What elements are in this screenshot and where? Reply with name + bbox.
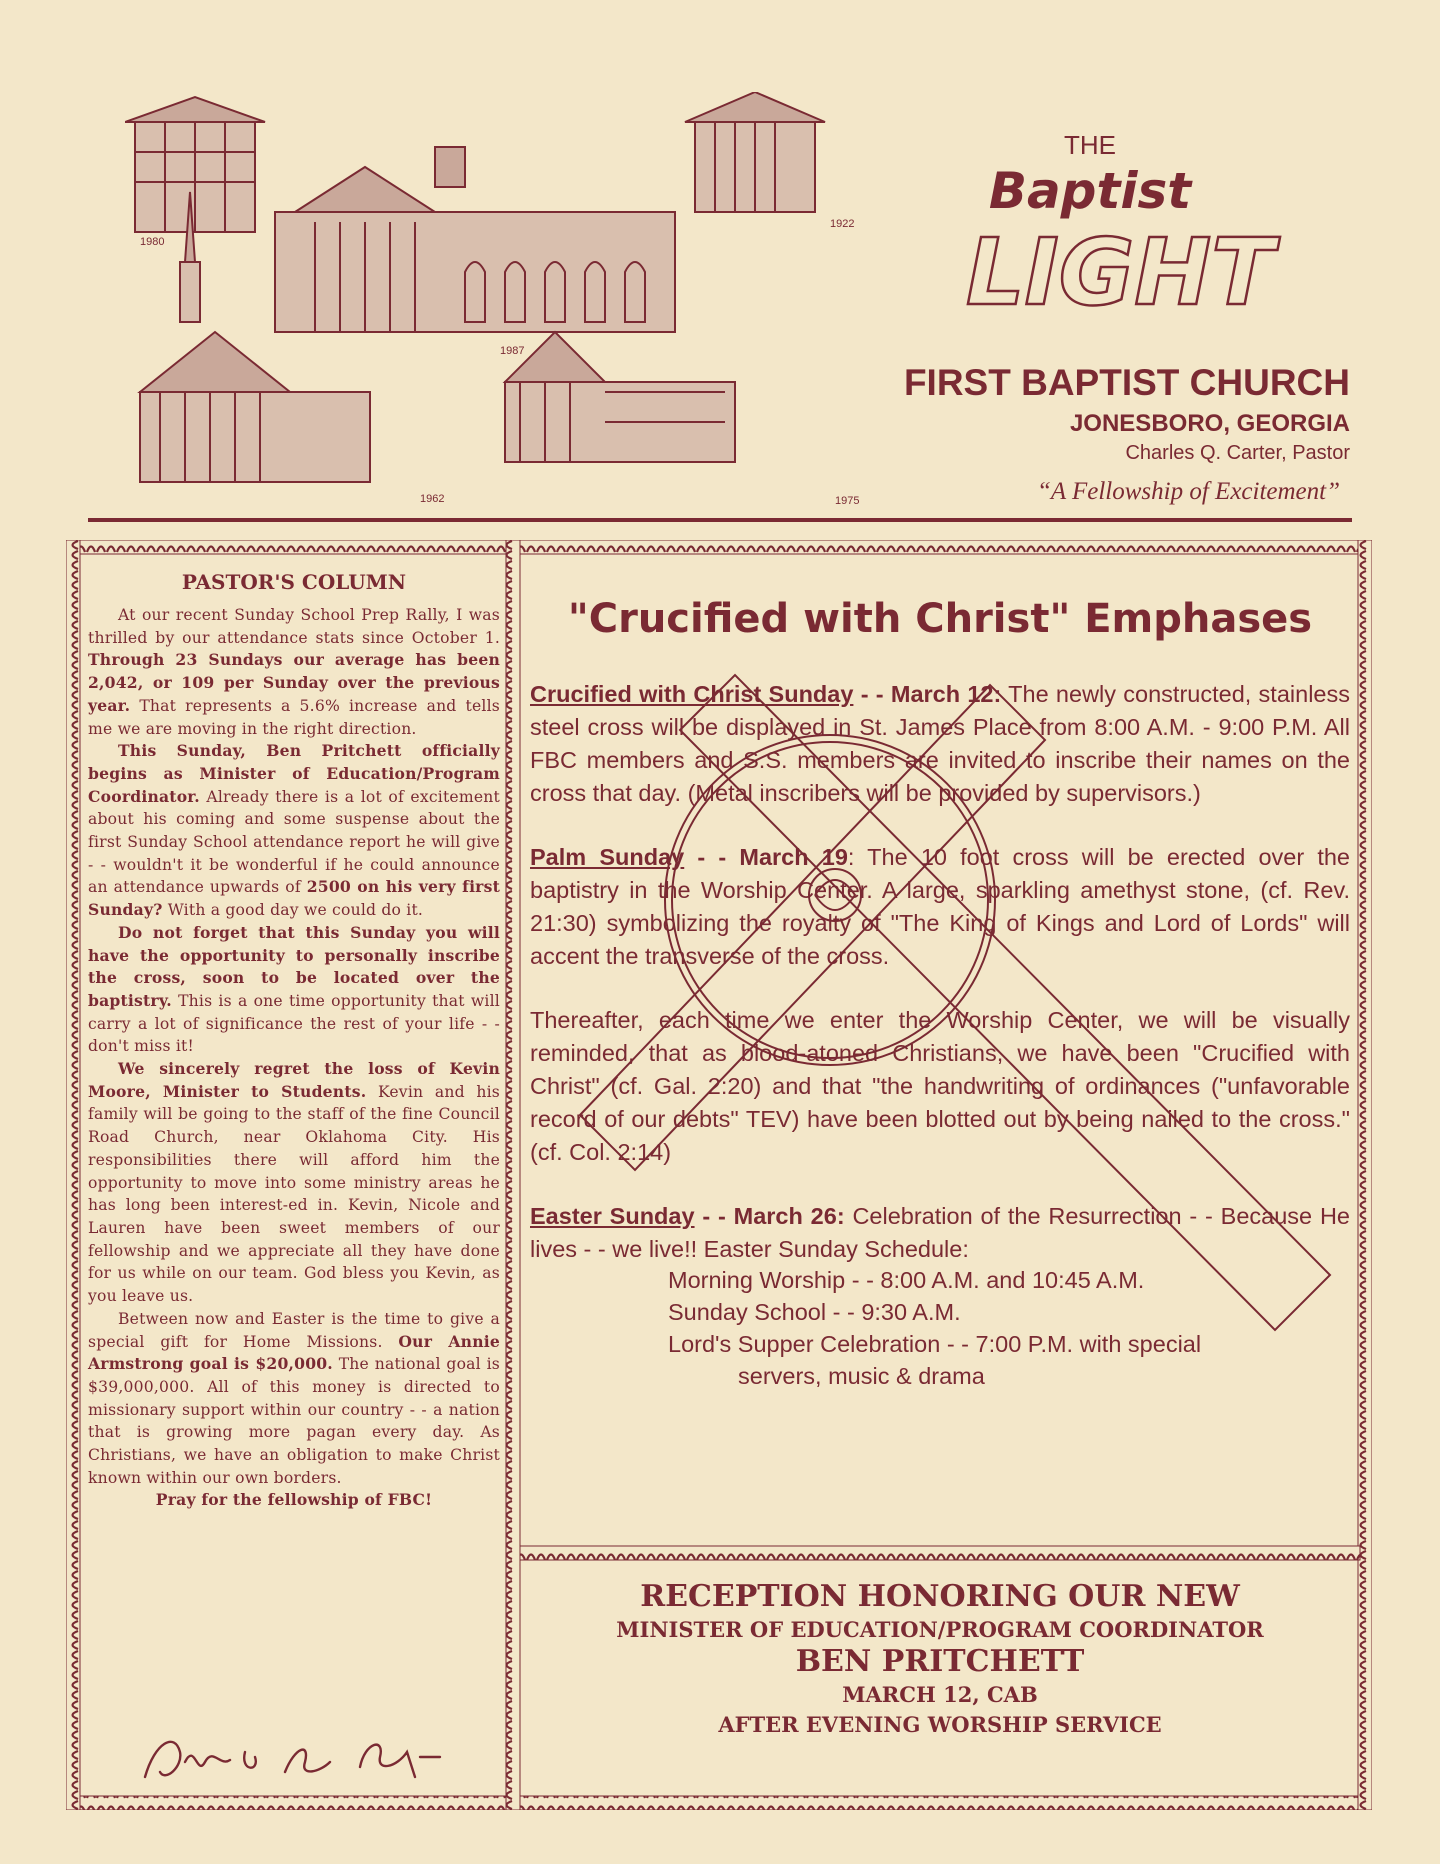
church-pastor: Charles Q. Carter, Pastor — [1125, 442, 1350, 464]
emphasis-paragraph: Easter Sunday - - March 26: Celebration of the Resurrection - - Because He lives - - we live!! Easter Sunday Schedule: — [530, 1203, 1350, 1262]
church-city: JONESBORO, GEORGIA — [1069, 410, 1350, 437]
year-label: 1980 — [140, 236, 165, 248]
emphasis-paragraph: Crucified with Christ Sunday - - March 12: The newly constructed, stainless steel cross will be displayed in St. James Place from 8:00 A.M. - 9:00 P.M. All FBC members and S.S. members are invited to inscribe their names on the cross that day. (Metal inscribers will be provided by supervisors.) — [530, 681, 1350, 806]
masthead-baptist: Baptist — [988, 162, 1192, 220]
church-name: FIRST BAPTIST CHURCH — [903, 362, 1350, 403]
pastor-column-title: PASTOR'S COLUMN — [181, 570, 407, 594]
reception-line-4: MARCH 12, CAB — [842, 1682, 1038, 1707]
building-1975 — [505, 332, 735, 462]
pastor-closing: Pray for the fellowship of FBC! — [155, 1490, 433, 1510]
emphases-headline: "Crucified with Christ" Emphases — [567, 596, 1313, 642]
year-label: 1987 — [500, 345, 525, 357]
reception-line-1: RECEPTION HONORING OUR NEW — [640, 1579, 1240, 1614]
pastor-column — [88, 570, 500, 1512]
emphasis-paragraph: Thereafter, each time we enter the Worship Center, we will be visually reminded, that as blood-atoned Christians, we have been "Crucified with Christ" (cf. Gal. 2:20) and that "the handwriting of ordinances ("unfavorable record of our debts" TEV) have been blotted out by being nailed to the cross." (cf. Col. 2:14) — [530, 1007, 1350, 1165]
reception-announcement — [530, 1578, 1350, 1740]
pastor-paragraph: Between now and Easter is the time to give a special gift for Home Missions. Our Annie Armstrong goal is $20,000. The national goal is $39,000,000. All of this money is directed to missionary support within our country - - a nation that is growing more pagan every day. As Christians, we have an obligation to make Christ known within our own borders. — [88, 1309, 500, 1487]
reception-line-2: MINISTER OF EDUCATION/PROGRAM COORDINATOR — [616, 1617, 1264, 1642]
year-label: 1962 — [420, 493, 445, 505]
pastor-paragraph: We sincerely regret the loss of Kevin Moore, Minister to Students. Kevin and his family will be going to the staff of the fine Council Road Church, near Oklahoma City. His responsibilities there will afford him the opportunity to move into some ministry areas he has long been interest-ed in. Kevin, Nicole and Lauren have been sweet members of our fellowship and we appreciate all they have done for us while on our team. God bless you Kevin, as you leave us. — [88, 1059, 500, 1306]
pastor-paragraph: At our recent Sunday School Prep Rally, I was thrilled by our attendance stats since October 1. Through 23 Sundays our average has been 2,042, or 109 per Sunday over the previous year. That represents a 5.6% increase and tells me we are moving in the right direction. — [88, 606, 500, 738]
building-1980 — [125, 97, 265, 232]
easter-schedule — [668, 1264, 1350, 1392]
header-rule — [88, 518, 1352, 522]
emphases-section — [530, 596, 1350, 1392]
pastor-signature — [135, 1722, 475, 1794]
year-label: 1922 — [830, 218, 855, 230]
reception-line-3: BEN PRITCHETT — [795, 1644, 1085, 1679]
building-1987 — [275, 147, 675, 332]
masthead-light-logo — [910, 222, 1330, 322]
masthead-light-text: LIGHT — [965, 222, 1275, 322]
schedule-item: Lord's Supper Celebration - - 7:00 P.M. with special — [668, 1331, 1202, 1357]
year-label: 1975 — [835, 495, 860, 507]
masthead — [830, 130, 1350, 520]
church-buildings-illustration — [125, 92, 885, 512]
schedule-item: servers, music & drama — [738, 1363, 985, 1389]
emphasis-paragraph: Palm Sunday - - March 19: The 10 foot cross will be erected over the baptistry in the Worship Center. A large, sparkling amethyst stone, (cf. Rev. 21:30) symbolizing the royalty of "The King of Kings and Lord of Lords" will accent the transverse of the cross. — [530, 844, 1350, 969]
pastor-paragraph: Do not forget that this Sunday you will have the opportunity to personally inscribe the cross, soon to be located over the baptistry. This is a one time opportunity that will carry a lot of significance the rest of your life - - don't miss it! — [88, 922, 500, 1056]
schedule-item: Sunday School - - 9:30 A.M. — [668, 1299, 961, 1325]
schedule-item: Morning Worship - - 8:00 A.M. and 10:45 A.M. — [668, 1267, 1145, 1293]
pastor-paragraph: This Sunday, Ben Pritchett officially begins as Minister of Education/Program Coordinator. Already there is a lot of excitement about his coming and some suspense about the first Sunday School attendance report he will give - - wouldn't it be wonderful if he could announce an attendance upwards of 2500 on his very first Sunday? With a good day we could do it. — [88, 741, 500, 920]
reception-line-5: AFTER EVENING WORSHIP SERVICE — [718, 1712, 1162, 1737]
church-tagline: “A Fellowship of Excitement” — [1037, 478, 1340, 505]
masthead-the: THE — [1064, 130, 1116, 160]
building-1922 — [685, 92, 825, 212]
